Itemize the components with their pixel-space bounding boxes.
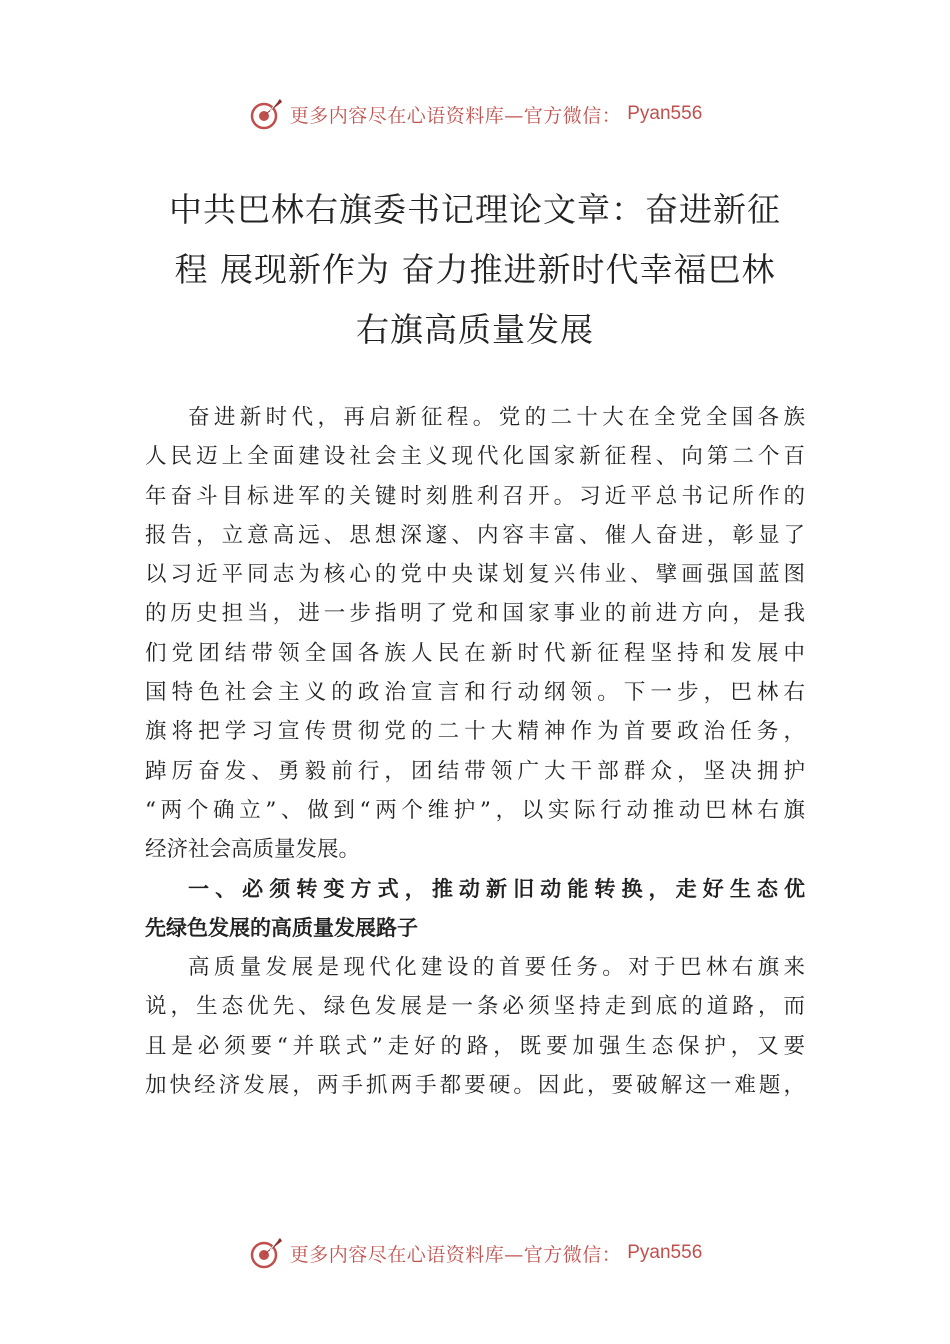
text-line: 高质量发展是现代化建设的首要任务。对于巴林右旗来 [188,955,805,981]
text-line: 奋进新时代，再启新征程。党的二十大在全党全国各族 [188,405,805,430]
text-line: 报告，立意高远、思想深邃、内容丰富、催人奋进，彰显了 [145,522,805,548]
text-line: 国特色社会主义的政治宣言和行动纲领。下一步，巴林右 [145,680,805,706]
text-line: 旗将把学习宣传贯彻党的二十大精神作为首要政治任务， [145,719,805,745]
text-line: 且是必须要“并联式”走好的路，既要加强生态保护，又要 [145,1033,805,1059]
title-line: 中共巴林右旗委书记理论文章：奋进新征 [169,190,781,229]
text-line: 们党团结带领全国各族人民在新时代新征程坚持和发展中 [145,640,805,666]
text-line: 年奋斗目标进军的关键时刻胜利召开。习近平总书记所作的 [145,483,805,509]
text-line: 踔厉奋发、勇毅前行，团结带领广大干部群众，坚决拥护 [145,758,805,784]
title-line: 程 展现新作为 奋力推进新时代幸福巴林 [174,250,776,289]
title-line: 右旗高质量发展 [356,310,594,349]
heading-line: 一、必须转变方式，推动新旧动能转换，走好生态优 [188,876,805,901]
quill-logo-icon [248,1235,284,1271]
watermark-wechat-id: Pyan556 [627,103,703,124]
text-line: “两个确立”、做到“两个维护”，以实际行动推动巴林右旗 [145,797,805,823]
paragraph-section-1 [145,948,805,1105]
watermark-header [0,94,950,134]
text-line: 的历史担当，进一步指明了党和国家事业的前进方向，是我 [145,601,805,627]
heading-line: 先绿色发展的高质量发展路子 [145,915,418,940]
text-line: 经济社会高质量发展。 [145,837,361,863]
text-line: 说，生态优先、绿色发展是一条必须坚持走到底的道路，而 [145,994,805,1020]
quill-logo-icon [248,96,284,132]
text-line: 加快经济发展，两手抓两手都要硬。因此，要破解这一难题， [145,1073,805,1099]
paragraph-intro [145,398,805,870]
section-heading-1 [145,870,805,949]
document-title [145,180,805,360]
text-line: 人民迈上全面建设社会主义现代化国家新征程、向第二个百 [145,444,805,470]
watermark-wechat-id: Pyan556 [627,1242,703,1263]
text-line: 以习近平同志为核心的党中央谋划复兴伟业、擘画强国蓝图 [145,562,805,588]
document-body [145,398,805,1105]
watermark-text: 更多内容尽在心语资料库—官方微信： [289,1243,622,1266]
watermark-footer [0,1233,950,1273]
watermark-text: 更多内容尽在心语资料库—官方微信： [289,104,622,127]
